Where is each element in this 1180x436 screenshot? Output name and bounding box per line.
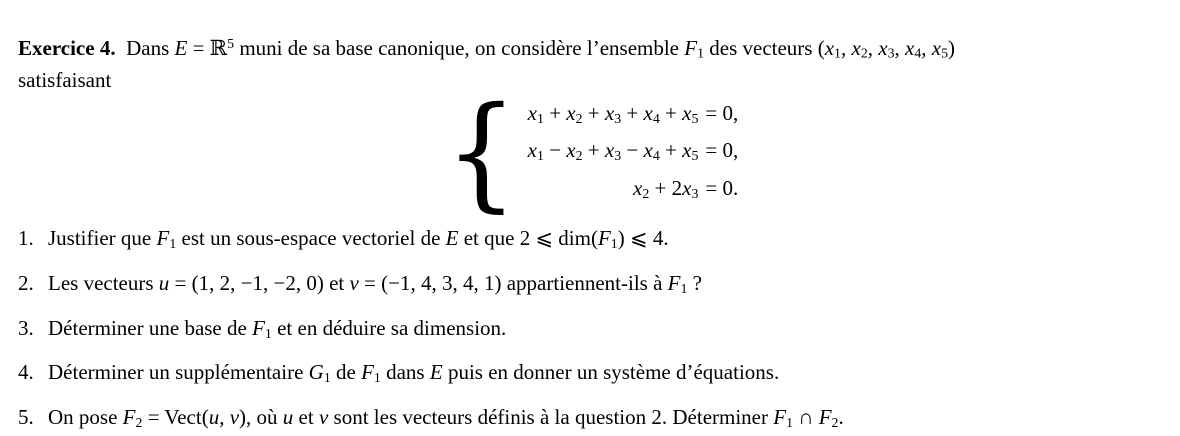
question-number: 1. — [18, 225, 34, 250]
text-segment: F — [361, 360, 374, 385]
text-segment: 3 — [614, 110, 622, 126]
text-segment: 2 — [575, 148, 583, 164]
question-item-4 — [18, 359, 1162, 391]
exercise-intro — [18, 30, 1162, 94]
question-text — [48, 270, 1162, 302]
equation-1-rhs — [705, 97, 738, 135]
text-segment: 3 — [691, 185, 699, 201]
text-segment: x — [851, 35, 861, 60]
text-segment: − — [621, 138, 644, 163]
text-segment: F — [818, 405, 832, 430]
text-segment: + 2 — [649, 176, 683, 201]
text-segment: , — [894, 35, 906, 60]
text-segment: + — [621, 100, 644, 125]
text-segment: est un sous-espace vectoriel de — [176, 225, 446, 250]
equation-1-lhs — [528, 97, 699, 135]
text-segment: Les vecteurs — [48, 270, 159, 295]
text-segment: et en déduire sa dimension. — [271, 315, 507, 340]
text-segment: , — [219, 405, 230, 430]
text-segment: puis en donner un système d’équations. — [442, 360, 780, 385]
text-segment: x — [566, 138, 576, 163]
text-segment: G — [308, 360, 324, 385]
text-segment: 5 — [691, 110, 699, 126]
equation-2-rhs — [705, 134, 738, 172]
text-segment: E — [445, 225, 459, 250]
text-segment: On pose — [48, 405, 123, 430]
text-segment: 3 — [887, 45, 895, 61]
text-segment: F — [773, 405, 787, 430]
question-item-5 — [18, 404, 1162, 436]
text-segment: 1 — [537, 148, 544, 164]
intro-line-2 — [18, 67, 1162, 94]
text-segment: des vecteurs ( — [704, 35, 825, 60]
text-segment: x — [682, 138, 692, 163]
text-segment: dans — [380, 360, 430, 385]
text-segment: F — [122, 405, 136, 430]
question-text — [48, 225, 1162, 257]
text-segment: = (−1, 4, 3, 4, 1) appartiennent-ils à — [358, 270, 668, 295]
text-segment: Déterminer une base de — [48, 315, 253, 340]
text-segment: x — [931, 35, 942, 60]
text-segment: ∩ — [793, 405, 819, 430]
text-segment: F — [156, 225, 170, 250]
text-segment: ℝ — [209, 35, 228, 60]
question-text — [48, 404, 1162, 436]
text-segment: 4 — [914, 45, 922, 61]
text-segment: v — [318, 405, 329, 430]
text-segment: , — [867, 35, 879, 60]
text-segment: = (1, 2, −1, −2, 0) et — [169, 270, 350, 295]
question-item-1 — [18, 225, 1162, 257]
question-number: 2. — [18, 270, 34, 295]
text-segment: + — [659, 138, 683, 163]
text-segment: E — [429, 360, 443, 385]
text-segment: x — [643, 138, 653, 163]
text-segment: sont les vecteurs définis à la question 2. Déterminer — [328, 405, 774, 430]
text-segment: x — [604, 100, 615, 125]
question-number: 5. — [18, 405, 34, 430]
text-segment: 5 — [691, 148, 699, 164]
text-segment: 1 — [834, 45, 841, 61]
text-segment: muni de sa base canonique, on considère l’ensemble — [234, 35, 685, 60]
text-segment: 2 — [135, 414, 143, 430]
text-segment: 4 — [652, 148, 660, 164]
text-segment: ) — [948, 35, 956, 60]
text-segment: 3 — [614, 148, 622, 164]
text-segment: . — [838, 405, 844, 430]
text-segment: Justifier que — [48, 225, 157, 250]
exercise-document — [18, 30, 1162, 436]
text-segment: , — [840, 35, 852, 60]
text-segment: , — [921, 35, 932, 60]
equation-3-rhs — [705, 172, 738, 210]
text-segment: ) ⩽ 4. — [617, 225, 669, 250]
text-segment: 1 — [610, 235, 618, 251]
text-segment: et — [293, 405, 319, 430]
text-segment: F — [252, 315, 265, 340]
text-segment: Déterminer un supplémentaire — [48, 360, 309, 385]
text-segment: + — [582, 138, 605, 163]
text-segment: 5 — [941, 45, 949, 61]
question-item-3 — [18, 315, 1162, 347]
text-segment: x — [527, 100, 537, 125]
text-segment: 4 — [652, 110, 660, 126]
text-segment: 2 — [642, 185, 650, 201]
text-segment: x — [682, 176, 692, 201]
question-item-2 — [18, 270, 1162, 302]
text-segment: + — [582, 100, 605, 125]
text-segment: + — [659, 100, 683, 125]
question-number: 3. — [18, 315, 34, 340]
text-segment: x — [643, 100, 653, 125]
text-segment: x — [633, 176, 643, 201]
text-segment: de — [330, 360, 362, 385]
text-segment: x — [878, 35, 888, 60]
text-segment: x — [682, 100, 692, 125]
question-list — [18, 225, 1162, 436]
text-segment: = 0, — [705, 138, 739, 163]
intro-line-1 — [18, 30, 1162, 67]
question-number: 4. — [18, 360, 34, 385]
text-segment: 2 — [860, 45, 868, 61]
text-segment: 2 — [831, 414, 839, 430]
text-segment: Dans — [115, 35, 175, 60]
text-segment: v — [349, 270, 359, 295]
text-segment: x — [566, 100, 576, 125]
text-segment: 1 — [697, 45, 705, 61]
text-segment: u — [282, 405, 294, 430]
text-segment: 1 — [323, 370, 331, 386]
text-segment: ? — [687, 270, 702, 295]
question-text — [48, 359, 1162, 391]
system-left-brace: { — [444, 80, 518, 225]
text-segment: satisfaisant — [18, 67, 112, 92]
text-segment: − — [543, 138, 567, 163]
text-segment: x — [824, 35, 835, 60]
text-segment: = 0. — [705, 176, 739, 201]
text-segment: u — [158, 270, 170, 295]
text-segment: = Vect( — [142, 405, 209, 430]
text-segment: F — [667, 270, 681, 295]
question-text — [48, 315, 1162, 347]
text-segment: + — [543, 100, 567, 125]
equation-2-lhs — [528, 134, 699, 172]
equation-system — [442, 80, 739, 225]
equation-3-lhs — [528, 172, 699, 210]
text-segment: 2 — [575, 110, 583, 126]
text-segment: x — [905, 35, 915, 60]
text-segment: F — [597, 225, 611, 250]
text-segment: 5 — [227, 36, 235, 51]
text-segment: x — [527, 138, 537, 163]
text-segment: 1 — [786, 414, 794, 430]
text-segment: = — [187, 35, 210, 60]
text-segment: 1 — [680, 280, 688, 296]
text-segment: x — [604, 138, 615, 163]
text-segment: Exercice 4. — [18, 35, 116, 60]
text-segment: ), où — [239, 405, 283, 430]
equation-rows — [528, 97, 739, 210]
text-segment: F — [684, 35, 698, 60]
text-segment: 1 — [169, 235, 177, 251]
text-segment: u — [208, 405, 220, 430]
text-segment: v — [229, 405, 240, 430]
text-segment: 1 — [264, 325, 272, 341]
text-segment: E — [174, 35, 188, 60]
text-segment: 1 — [373, 370, 381, 386]
text-segment: = 0, — [705, 100, 739, 125]
text-segment: 1 — [537, 110, 544, 126]
text-segment: et que 2 ⩽ dim( — [458, 225, 598, 250]
